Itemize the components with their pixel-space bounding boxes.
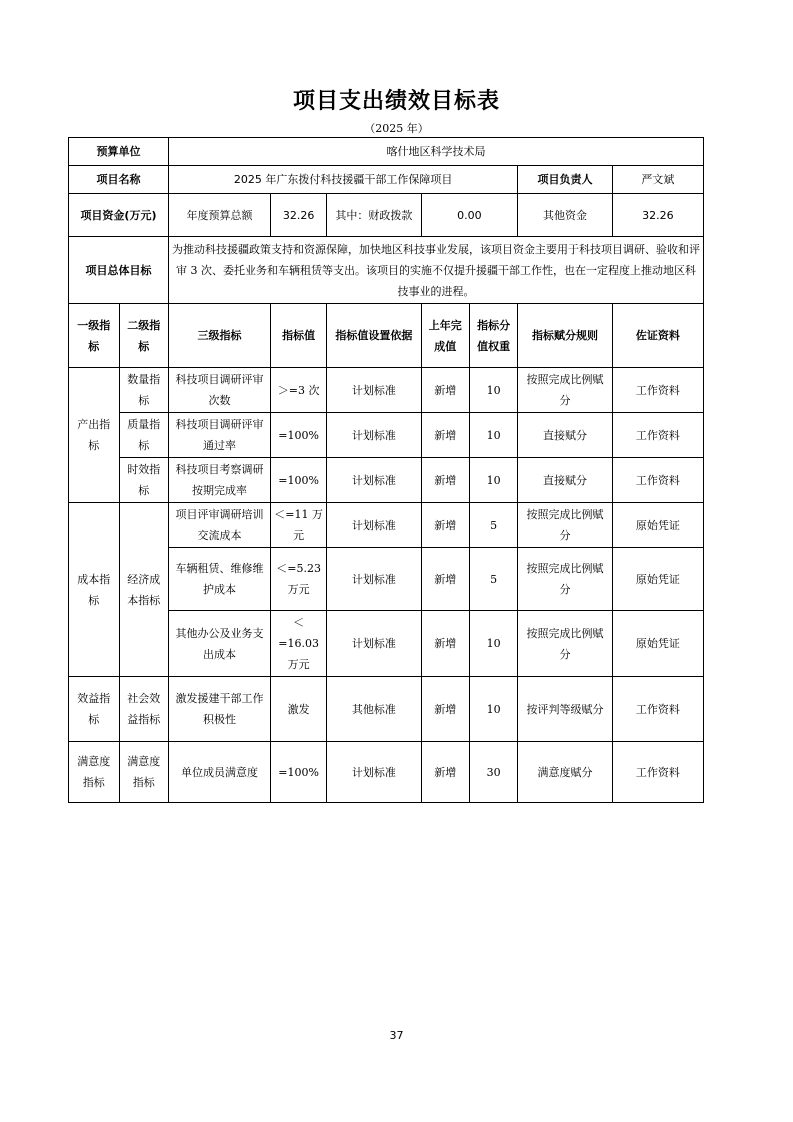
table-row: [69, 503, 704, 548]
table-row: [69, 742, 704, 803]
row-value: ＞=3 次: [271, 368, 327, 413]
fiscal-label: 其中：财政拨款: [327, 194, 421, 237]
row-rule: 按照完成比例赋分: [518, 368, 612, 413]
row-evidence: 工作资料: [612, 458, 703, 503]
group-benefit: 效益指标: [69, 677, 120, 742]
row-evidence: 工作资料: [612, 413, 703, 458]
other-value: 32.26: [612, 194, 703, 237]
row-weight: 10: [469, 413, 517, 458]
row-basis: 计划标准: [327, 611, 421, 677]
subgroup-timeliness: 时效指标: [119, 458, 168, 503]
header-rule: 指标赋分规则: [518, 304, 612, 368]
fund-label: 项目资金(万元): [69, 194, 169, 237]
table-row: [69, 368, 704, 413]
header-level3: 三级指标: [168, 304, 270, 368]
row-weight: 5: [469, 548, 517, 611]
row-value: ＜=16.03 万元: [271, 611, 327, 677]
row-rule: 按评判等级赋分: [518, 677, 612, 742]
row-evidence: 原始凭证: [612, 548, 703, 611]
row-evidence: 工作资料: [612, 368, 703, 413]
row-rule: 按照完成比例赋分: [518, 548, 612, 611]
row-evidence: 原始凭证: [612, 503, 703, 548]
row-rule: 直接赋分: [518, 413, 612, 458]
row-basis: 计划标准: [327, 503, 421, 548]
year-label: （2025 年）: [364, 122, 429, 135]
row-weight: 5: [469, 503, 517, 548]
row-name: 科技项目考察调研按期完成率: [168, 458, 270, 503]
row-name: 车辆租赁、维修维护成本: [168, 548, 270, 611]
performance-target-table: [68, 137, 704, 803]
row-last-year: 新增: [421, 742, 469, 803]
header-evidence: 佐证资料: [612, 304, 703, 368]
row-basis: 其他标准: [327, 677, 421, 742]
group-output: 产出指标: [69, 368, 120, 503]
row-weight: 10: [469, 677, 517, 742]
owner-value: 严文斌: [612, 166, 703, 194]
row-weight: 10: [469, 611, 517, 677]
row-last-year: 新增: [421, 368, 469, 413]
row-last-year: 新增: [421, 458, 469, 503]
group-cost: 成本指标: [69, 503, 120, 677]
row-evidence: 工作资料: [612, 742, 703, 803]
row-value: =100%: [271, 413, 327, 458]
subgroup-social-benefit: 社会效益指标: [119, 677, 168, 742]
subgroup-quality: 质量指标: [119, 413, 168, 458]
row-last-year: 新增: [421, 413, 469, 458]
row-rule: 按照完成比例赋分: [518, 611, 612, 677]
header-level1: 一级指标: [69, 304, 120, 368]
header-value: 指标值: [271, 304, 327, 368]
row-basis: 计划标准: [327, 413, 421, 458]
row-name: 科技项目调研评审次数: [168, 368, 270, 413]
header-weight: 指标分值权重: [469, 304, 517, 368]
row-name: 激发援建干部工作积极性: [168, 677, 270, 742]
goal-label: 项目总体目标: [69, 237, 169, 304]
row-value: 激发: [271, 677, 327, 742]
row-last-year: 新增: [421, 548, 469, 611]
row-basis: 计划标准: [327, 368, 421, 413]
unit-label: 预算单位: [69, 138, 169, 166]
row-weight: 10: [469, 368, 517, 413]
row-name: 项目评审调研培训交流成本: [168, 503, 270, 548]
header-level2: 二级指标: [119, 304, 168, 368]
row-last-year: 新增: [421, 503, 469, 548]
row-value: ＜=11 万元: [271, 503, 327, 548]
subgroup-economic-cost: 经济成本指标: [119, 503, 168, 677]
row-rule: 满意度赋分: [518, 742, 612, 803]
row-name: 单位成员满意度: [168, 742, 270, 803]
row-basis: 计划标准: [327, 548, 421, 611]
fiscal-value: 0.00: [421, 194, 518, 237]
row-value: =100%: [271, 458, 327, 503]
row-rule: 直接赋分: [518, 458, 612, 503]
row-rule: 按照完成比例赋分: [518, 503, 612, 548]
annual-budget-label: 年度预算总额: [168, 194, 270, 237]
subgroup-satisfaction: 满意度指标: [119, 742, 168, 803]
row-value: =100%: [271, 742, 327, 803]
row-last-year: 新增: [421, 677, 469, 742]
goal-text: 为推动科技援疆政策支持和资源保障，加快地区科技事业发展，该项目资金主要用于科技项目调研、验收和评审 3 次、委托业务和车辆租赁等支出。该项目的实施不仅提升援疆干部工作性，也在一定程度上推动地区科技事业的进程。: [168, 237, 703, 304]
row-basis: 计划标准: [327, 742, 421, 803]
annual-budget-value: 32.26: [271, 194, 327, 237]
header-last-year: 上年完成值: [421, 304, 469, 368]
row-name: 科技项目调研评审通过率: [168, 413, 270, 458]
group-satisfaction: 满意度指标: [69, 742, 120, 803]
project-name-label: 项目名称: [69, 166, 169, 194]
other-label: 其他资金: [518, 194, 612, 237]
row-evidence: 工作资料: [612, 677, 703, 742]
row-basis: 计划标准: [327, 458, 421, 503]
page-number: 37: [389, 1029, 404, 1042]
project-name-value: 2025 年广东拨付科技援疆干部工作保障项目: [168, 166, 517, 194]
row-evidence: 原始凭证: [612, 611, 703, 677]
owner-label: 项目负责人: [518, 166, 612, 194]
row-weight: 10: [469, 458, 517, 503]
table-row: [69, 677, 704, 742]
header-basis: 指标值设置依据: [327, 304, 421, 368]
page-title: 项目支出绩效目标表: [292, 89, 500, 114]
subgroup-quantity: 数量指标: [119, 368, 168, 413]
unit-value: 喀什地区科学技术局: [168, 138, 703, 166]
row-weight: 30: [469, 742, 517, 803]
row-value: ＜=5.23 万元: [271, 548, 327, 611]
row-name: 其他办公及业务支出成本: [168, 611, 270, 677]
row-last-year: 新增: [421, 611, 469, 677]
table-row: [69, 413, 704, 458]
table-row: [69, 458, 704, 503]
